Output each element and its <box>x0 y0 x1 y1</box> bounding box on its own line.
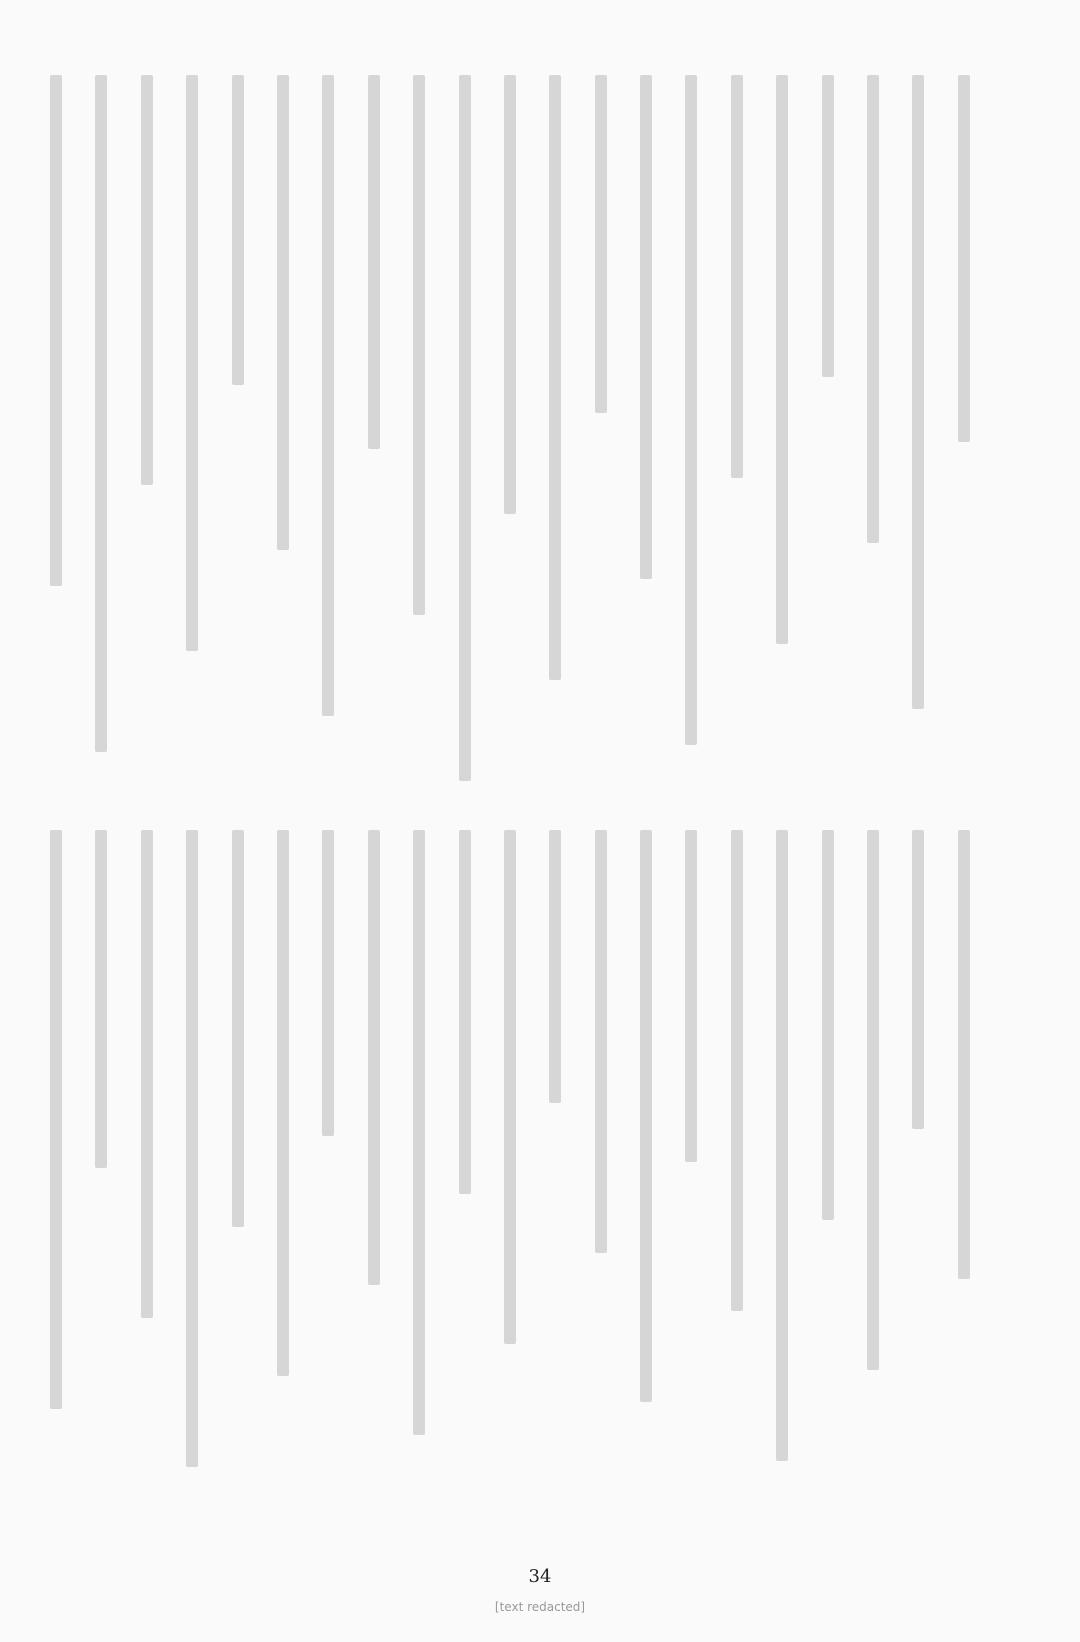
redacted-text-column <box>413 75 425 615</box>
redacted-text-column <box>232 830 244 1227</box>
redacted-text-column <box>867 75 879 543</box>
redacted-text-column <box>368 830 380 1285</box>
redacted-text-column <box>95 75 107 752</box>
redacted-text-column <box>459 830 471 1194</box>
redacted-text-column <box>413 830 425 1435</box>
redacted-text-column <box>731 830 743 1311</box>
redacted-text-column <box>958 830 970 1279</box>
redacted-text-column <box>595 830 607 1253</box>
redacted-text-column <box>822 830 834 1220</box>
redacted-text-column <box>867 830 879 1370</box>
redacted-text-column <box>50 830 62 1409</box>
redacted-text-column <box>186 75 198 651</box>
redacted-text-column <box>368 75 380 449</box>
redacted-text-column <box>549 830 561 1103</box>
redacted-text-column <box>776 75 788 644</box>
redacted-text-column <box>731 75 743 478</box>
upper-text-block <box>50 75 970 795</box>
redacted-text-column <box>50 75 62 586</box>
redacted-text-column <box>822 75 834 377</box>
redacted-text-column <box>640 75 652 579</box>
redacted-text-column <box>186 830 198 1467</box>
redacted-text-column <box>504 830 516 1344</box>
redacted-text-column <box>549 75 561 680</box>
redacted-text-column <box>685 830 697 1162</box>
lower-text-block <box>50 830 970 1480</box>
redacted-text-column <box>277 830 289 1376</box>
redacted-text-column <box>504 75 516 514</box>
redacted-text-column <box>640 830 652 1402</box>
redacted-text-column <box>141 830 153 1318</box>
redacted-text-column <box>912 830 924 1129</box>
redacted-text-column <box>322 75 334 716</box>
redacted-text-column <box>958 75 970 442</box>
redacted-text-column <box>95 830 107 1168</box>
redacted-text-column <box>322 830 334 1136</box>
redacted-text-column <box>459 75 471 781</box>
redacted-text-column <box>141 75 153 485</box>
redacted-text-column <box>685 75 697 745</box>
page-number: 34 <box>528 1566 552 1587</box>
redacted-text-column <box>776 830 788 1461</box>
redacted-text-column <box>912 75 924 709</box>
redacted-text-column <box>232 75 244 385</box>
redacted-text-column <box>277 75 289 550</box>
redacted-text-column <box>595 75 607 413</box>
redaction-note: [text redacted] <box>494 1600 586 1614</box>
